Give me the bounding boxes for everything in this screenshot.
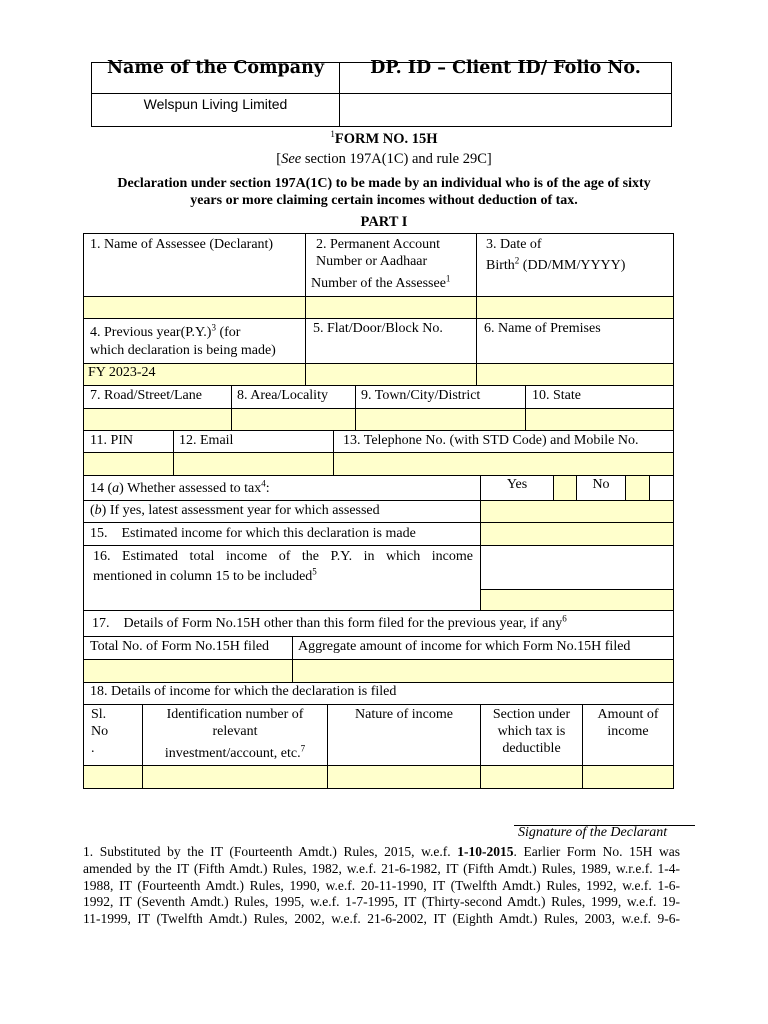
email-field[interactable] [173,452,334,476]
dp-value-cell[interactable] [339,93,672,127]
section-header-line1: Section under [492,707,571,722]
total-income-label-line2 [93,568,317,585]
pin-field[interactable] [83,452,174,476]
assessment-label-text: ) If yes, latest assessment year for which assessed [101,503,380,518]
yes-label: Yes [506,477,528,492]
part-heading: PART I [360,214,408,230]
total-income-label-text: mentioned in column 15 to be included [93,569,313,584]
total-income-label-line1: 16. Estimated total income of the P.Y. in which income [93,549,473,564]
previous-year-value: FY 2023-24 [88,365,156,380]
identification-header-text: investment/account, etc. [164,746,301,761]
estimated-income-label: 15. Estimated income for which this declaration is made [90,526,416,541]
sl-no-header-line1: Sl. [91,707,107,722]
telephone-label: 13. Telephone No. (with STD Code) and Mobile No. [343,433,639,448]
signature-caption: Signature of the Declarant [518,825,668,840]
assessee-name-field[interactable] [83,296,306,319]
identification-header-line2: relevant [212,724,258,739]
assessee-name-label: 1. Name of Assessee (Declarant) [90,237,274,252]
form-title-text: FORM NO. 15H [334,131,438,147]
assessed-to-tax-label [90,480,270,497]
pan-label-line1: 2. Permanent Account [316,237,441,252]
form-subtitle-bracket: [ [276,151,282,167]
dob-field[interactable] [476,296,674,319]
total-income-field[interactable] [480,589,674,611]
amount-field[interactable] [582,765,674,789]
other-forms-label-text: 17. Details of Form No.15H other than this form filed for the previous year, if any [92,616,563,631]
other-forms-label [92,615,567,632]
state-field[interactable] [525,408,674,431]
income-details-label: 18. Details of income for which the declaration is filed [90,684,397,699]
identification-header-line3 [142,745,328,762]
previous-year-label-text: 4. Previous year(P.Y.) [90,325,212,340]
footnote-line-3: 1988, IT (Fourteenth Amdt.) Rules, 1990, w.e.f. 20-11-1990, IT (Twelfth Amdt.) Rules, 1992, w.e.f. 1-6- [83,877,680,893]
email-label: 12. Email [179,433,234,448]
assessment-label-letter: b [94,503,102,518]
estimated-income-field[interactable] [480,522,674,546]
previous-year-footnote-mark: 3 [211,322,216,333]
total-income-blank-cell [480,545,674,590]
pan-label-line3 [311,275,450,292]
previous-year-label-for: (for [215,325,241,340]
section-header-line3: deductible [502,741,561,756]
footnote-line-4: 1992, IT (Seventh Amdt.) Rules, 1995, w.e.f. 1-7-1995, IT (Thirty-second Amdt.) Rules, 1999, w.e.f. 19- [83,894,680,910]
declaration-line-2: years or more claiming certain incomes without deduction of tax. [190,193,578,208]
assessed-label-letter: a [112,481,120,496]
pan-field[interactable] [305,296,477,319]
declaration-line-1: Declaration under section 197A(1C) to be made by an individual who is of the age of sixty [117,176,651,191]
area-label: 8. Area/Locality [237,388,328,403]
dob-label-text: Birth [486,258,515,273]
aggregate-income-field[interactable] [292,659,674,683]
dob-format-text: (DD/MM/YYYY) [519,258,626,273]
pan-label-text: Number of the Assessee [311,276,446,291]
amendment-footnote [83,844,680,928]
assessed-label-text: ) Whether assessed to tax [119,481,262,496]
area-field[interactable] [231,408,356,431]
total-income-footnote-mark: 5 [312,566,317,577]
amount-header-line1: Amount of [597,707,659,722]
identification-footnote-mark: 7 [300,743,306,754]
nature-field[interactable] [327,765,481,789]
dob-label-line2 [486,257,625,274]
sl-no-field[interactable] [83,765,143,789]
form-title-footnote-mark: 1 [330,129,335,140]
footnote-line-1 [83,844,680,861]
form-subtitle [0,151,768,168]
assessment-year-field[interactable] [480,500,674,523]
previous-year-label-line2: which declaration is being made) [90,343,276,358]
identification-field[interactable] [142,765,328,789]
other-forms-footnote-mark: 6 [562,613,567,624]
form-title [0,131,768,148]
footnote-line-5: 11-1999, IT (Twelfth Amdt.) Rules, 2002, w.e.f. 21-6-2002, IT (Eighth Amdt.) Rules, 2003, w.e.f. 9-6- [83,911,680,927]
no-checkbox[interactable] [625,475,650,501]
trailing-cell [649,475,674,501]
company-value: Welspun Living Limited [143,96,288,112]
town-field[interactable] [355,408,526,431]
assessed-label-colon: : [265,481,270,496]
flat-field[interactable] [305,363,477,386]
amount-header-line2: income [607,724,649,739]
no-label: No [592,477,610,492]
road-label: 7. Road/Street/Lane [90,388,202,403]
state-label: 10. State [532,388,581,403]
total-forms-label: Total No. of Form No.15H filed [90,639,270,654]
premises-field[interactable] [476,363,674,386]
dp-heading: DP. ID – Client ID/ Folio No. [370,58,641,78]
assessed-label-open: 14 ( [90,481,113,496]
premises-label: 6. Name of Premises [484,321,601,336]
footnote-line-2: amended by the IT (Fifth Amdt.) Rules, 1982, w.e.f. 21-6-1982, IT (Fifth Amdt.) Rules, 1989, w.r.e.f. 1-4- [83,860,680,876]
footnote-line-1-text: 1. Substituted by the IT (Fourteenth Amdt.) Rules, 2015, w.e.f. [83,844,458,859]
footnote-effective-date: 1-10-2015 [457,844,514,859]
town-label: 9. Town/City/District [361,388,481,403]
telephone-field[interactable] [333,452,674,476]
total-forms-field[interactable] [83,659,293,683]
flat-label: 5. Flat/Door/Block No. [313,321,443,336]
company-heading: Name of the Company [107,58,324,78]
yes-checkbox[interactable] [553,475,577,501]
form-subtitle-see: See [281,151,302,167]
assessed-footnote-mark: 4 [261,478,266,489]
nature-header: Nature of income [355,707,453,722]
road-field[interactable] [83,408,232,431]
sl-no-header-line2: No [91,724,109,739]
pan-label-line2: Number or Aadhaar [316,254,428,269]
identification-header-line1: Identification number of [166,707,304,722]
section-field[interactable] [480,765,583,789]
pin-label: 11. PIN [90,433,134,448]
pan-footnote-mark: 1 [445,273,451,284]
dob-footnote-mark: 2 [514,255,520,266]
dob-label-line1: 3. Date of [486,237,542,252]
assessment-year-label [90,502,380,519]
footnote-line-1-tail: . Earlier Form No. 15H was [513,844,680,859]
section-header-line2: which tax is [497,724,566,739]
previous-year-label-line1 [90,324,240,341]
assessment-label-open: ( [90,503,95,518]
form-subtitle-rest: section 197A(1C) and rule 29C] [301,151,492,167]
sl-no-header-line3: . [91,741,95,756]
aggregate-income-label: Aggregate amount of income for which Form No.15H filed [298,639,631,654]
